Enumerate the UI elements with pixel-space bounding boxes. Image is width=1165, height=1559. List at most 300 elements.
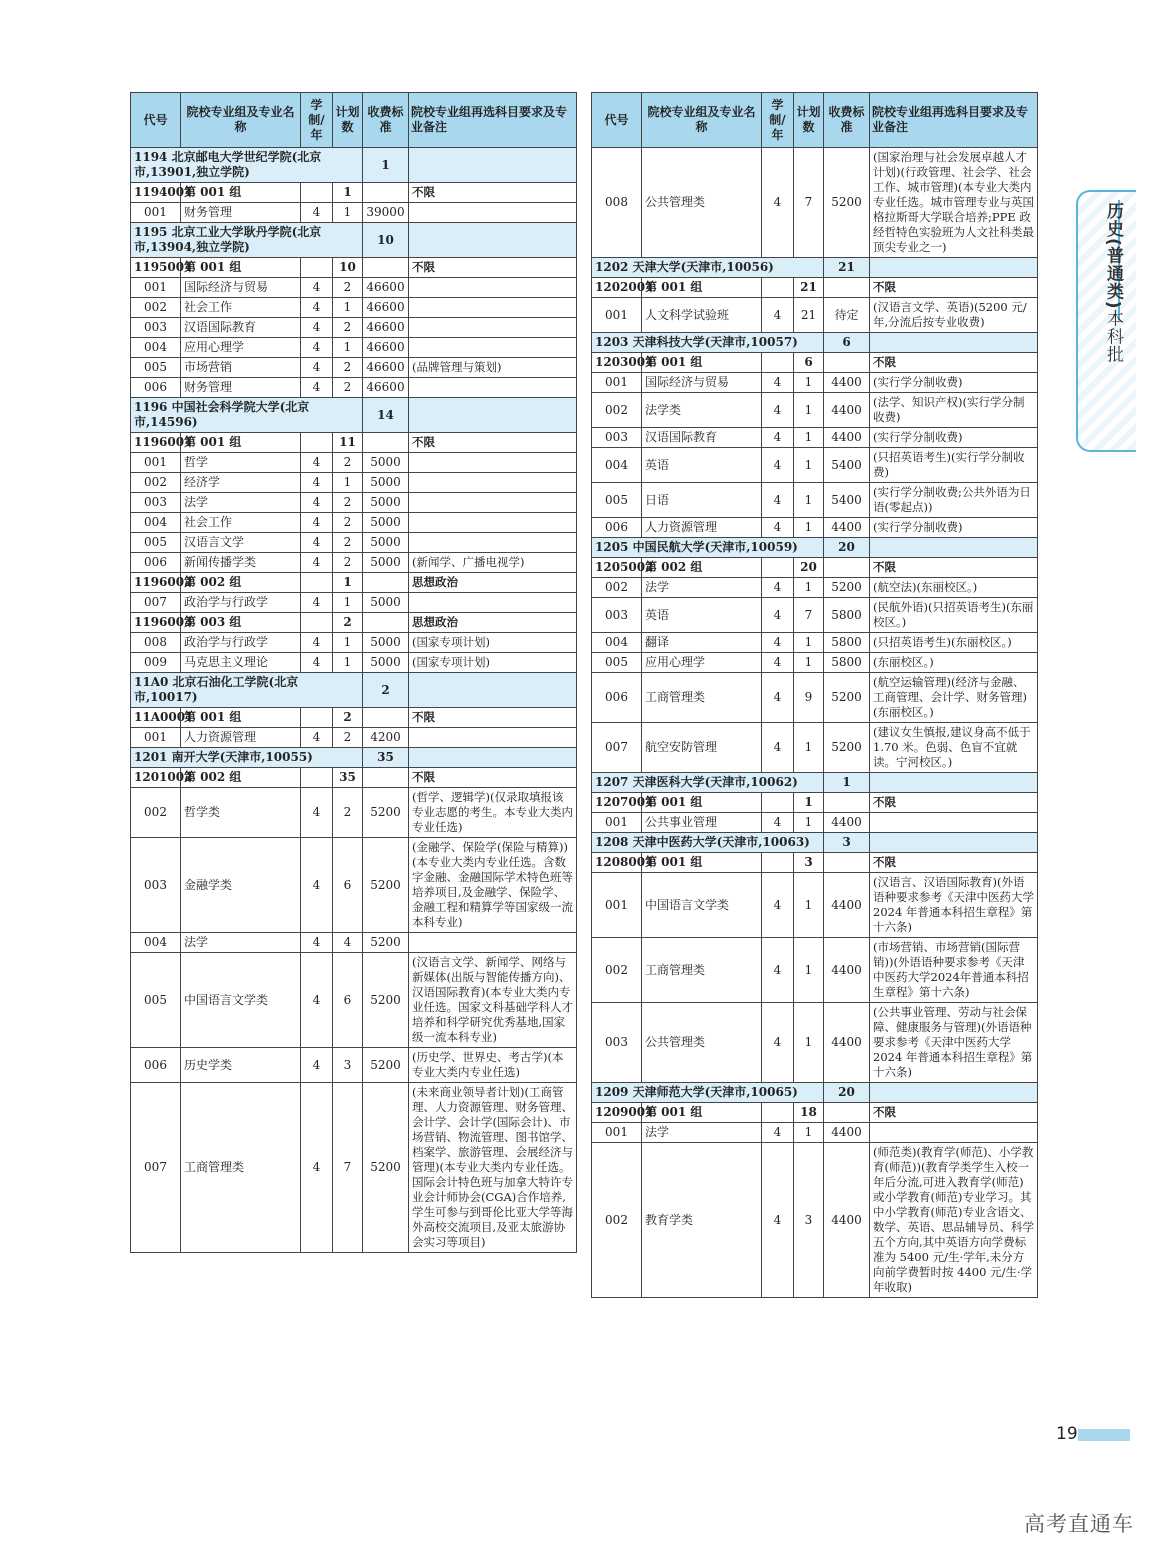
- major-name: 工商管理类: [181, 1083, 301, 1253]
- major-name: 法学: [642, 1123, 762, 1143]
- group-name: 第 001 组: [642, 793, 762, 813]
- major-fee: 4400: [824, 938, 870, 1003]
- header-remarks: 院校专业组再选科目要求及专业备注: [409, 93, 577, 148]
- header-major: 院校专业组及专业名称: [181, 93, 301, 148]
- major-remark: (汉语言文学、新闻学、网络与新媒体(出版与智能传播方向)、汉语国际教育)(本专业大类内专业任选。国家文科基础学科人才培养和科学研究优秀基地,国家级一流本科专业): [409, 953, 577, 1048]
- major-code: 001: [592, 813, 642, 833]
- major-code: 001: [592, 373, 642, 393]
- major-name: 公共管理类: [642, 148, 762, 258]
- major-years: 4: [301, 203, 333, 223]
- major-row: [131, 1083, 577, 1253]
- major-years: 4: [762, 938, 794, 1003]
- major-fee: 5000: [363, 593, 409, 613]
- school-name: 1208 天津中医药大学(天津市,10063): [592, 833, 824, 853]
- major-code: 005: [592, 653, 642, 673]
- school-name: 1203 天津科技大学(天津市,10057): [592, 333, 824, 353]
- major-row: [131, 493, 577, 513]
- major-years: 4: [301, 953, 333, 1048]
- group-plan-count: 1: [794, 793, 824, 813]
- major-plan-count: 1: [794, 428, 824, 448]
- group-plan-count: 20: [794, 558, 824, 578]
- major-row: [592, 393, 1038, 428]
- school-plan-count: 35: [363, 748, 409, 768]
- major-name: 汉语国际教育: [181, 318, 301, 338]
- major-fee: 5200: [824, 673, 870, 723]
- major-years: 4: [762, 633, 794, 653]
- major-fee: 5200: [363, 953, 409, 1048]
- major-name: 英语: [642, 598, 762, 633]
- major-remark: [409, 298, 577, 318]
- major-row: [131, 953, 577, 1048]
- group-fee: [363, 613, 409, 633]
- major-years: 4: [301, 493, 333, 513]
- major-years: 4: [762, 598, 794, 633]
- group-subject-requirement: 思想政治: [409, 573, 577, 593]
- school-remark-empty: [409, 148, 577, 183]
- group-name: 第 001 组: [181, 708, 301, 728]
- major-remark: (品牌管理与策划): [409, 358, 577, 378]
- group-name: 第 002 组: [642, 558, 762, 578]
- major-code: 003: [592, 1003, 642, 1083]
- group-fee: [363, 183, 409, 203]
- major-remark: [409, 493, 577, 513]
- major-years: 4: [762, 483, 794, 518]
- header-years: 学制/年: [762, 93, 794, 148]
- major-code: 005: [131, 953, 181, 1048]
- major-row: [592, 873, 1038, 938]
- major-plan-count: 4: [333, 933, 363, 953]
- school-row: [592, 1083, 1038, 1103]
- school-name: 1195 北京工业大学耿丹学院(北京市,13904,独立学院): [131, 223, 363, 258]
- major-years: 4: [762, 393, 794, 428]
- major-years: 4: [762, 1123, 794, 1143]
- group-code: 1201002: [131, 768, 181, 788]
- group-code: 1196003: [131, 613, 181, 633]
- major-row: [592, 1143, 1038, 1298]
- group-subject-requirement: 不限: [409, 258, 577, 278]
- major-code: 005: [592, 483, 642, 518]
- major-plan-count: 2: [333, 513, 363, 533]
- school-remark-empty: [409, 673, 577, 708]
- major-fee: 46600: [363, 318, 409, 338]
- header-years: 学制/年: [301, 93, 333, 148]
- major-row: [131, 453, 577, 473]
- major-fee: 5200: [824, 723, 870, 773]
- major-fee: 4400: [824, 813, 870, 833]
- major-code: 001: [592, 873, 642, 938]
- side-tab-batch: 本科批: [1103, 309, 1123, 364]
- major-remark: (新闻学、广播电视学): [409, 553, 577, 573]
- major-code: 009: [131, 653, 181, 673]
- major-name: 教育学类: [642, 1143, 762, 1298]
- major-years: 4: [301, 728, 333, 748]
- major-fee: 46600: [363, 298, 409, 318]
- group-fee: [824, 558, 870, 578]
- major-plan-count: 2: [333, 453, 363, 473]
- group-code: 1208001: [592, 853, 642, 873]
- group-name: 第 001 组: [181, 433, 301, 453]
- group-years: [301, 613, 333, 633]
- school-remark-empty: [870, 773, 1038, 793]
- major-plan-count: 1: [794, 633, 824, 653]
- major-fee: 待定: [824, 298, 870, 333]
- major-plan-count: 2: [333, 318, 363, 338]
- major-code: 003: [131, 318, 181, 338]
- major-plan-count: 2: [333, 533, 363, 553]
- major-years: 4: [301, 1083, 333, 1253]
- major-years: 4: [301, 358, 333, 378]
- major-row: [592, 673, 1038, 723]
- major-remark: (国家专项计划): [409, 653, 577, 673]
- header-fee: 收费标准: [824, 93, 870, 148]
- major-row: [131, 533, 577, 553]
- major-plan-count: 2: [333, 788, 363, 838]
- school-plan-count: 10: [363, 223, 409, 258]
- major-fee: 5400: [824, 448, 870, 483]
- page-number-bar: [1078, 1429, 1130, 1441]
- group-years: [301, 573, 333, 593]
- major-fee: 5000: [363, 473, 409, 493]
- school-plan-count: 20: [824, 1083, 870, 1103]
- major-fee: 5200: [363, 933, 409, 953]
- major-fee: 5000: [363, 533, 409, 553]
- major-years: 4: [762, 653, 794, 673]
- major-fee: 4400: [824, 518, 870, 538]
- group-row: [131, 573, 577, 593]
- major-fee: 4400: [824, 428, 870, 448]
- school-plan-count: 2: [363, 673, 409, 708]
- major-remark: (哲学、逻辑学)(仅录取填报该专业志愿的考生。本专业大类内专业任选): [409, 788, 577, 838]
- major-code: 004: [592, 448, 642, 483]
- major-code: 008: [131, 633, 181, 653]
- major-name: 法学: [181, 933, 301, 953]
- group-row: [592, 853, 1038, 873]
- major-row: [131, 1048, 577, 1083]
- group-fee: [363, 258, 409, 278]
- major-name: 中国语言文学类: [642, 873, 762, 938]
- group-subject-requirement: 不限: [409, 768, 577, 788]
- major-code: 003: [131, 493, 181, 513]
- major-plan-count: 1: [794, 1003, 824, 1083]
- group-name: 第 001 组: [181, 183, 301, 203]
- major-plan-count: 1: [333, 473, 363, 493]
- major-name: 人力资源管理: [181, 728, 301, 748]
- school-plan-count: 6: [824, 333, 870, 353]
- major-remark: (市场营销、市场营销(国际营销))(外语语种要求参考《天津中医药大学2024年普通本科招生章程》第十六条): [870, 938, 1038, 1003]
- group-years: [762, 1103, 794, 1123]
- major-plan-count: 1: [794, 813, 824, 833]
- major-row: [592, 483, 1038, 518]
- side-tab-text: [1090, 202, 1126, 364]
- major-plan-count: 2: [333, 358, 363, 378]
- group-fee: [363, 708, 409, 728]
- major-fee: 5200: [363, 1083, 409, 1253]
- major-plan-count: 1: [794, 393, 824, 428]
- major-plan-count: 2: [333, 728, 363, 748]
- major-remark: (金融学、保险学(保险与精算))(本专业大类内专业任选。含数字金融、金融国际学术特色班等培养项目,及金融学、保险学、金融工程和精算学等国家级一流本科专业): [409, 838, 577, 933]
- major-fee: 5200: [363, 788, 409, 838]
- major-name: 市场营销: [181, 358, 301, 378]
- major-years: 4: [301, 473, 333, 493]
- group-code: 1205002: [592, 558, 642, 578]
- major-plan-count: 3: [333, 1048, 363, 1083]
- major-row: [592, 1123, 1038, 1143]
- group-plan-count: 6: [794, 353, 824, 373]
- major-remark: (公共事业管理、劳动与社会保障、健康服务与管理)(外语语种要求参考《天津中医药大学 2024 年普通本科招生章程》第十六条): [870, 1003, 1038, 1083]
- major-remark: (实行学分制收费): [870, 428, 1038, 448]
- major-plan-count: 1: [794, 578, 824, 598]
- group-code: 1196001: [131, 433, 181, 453]
- major-years: 4: [301, 318, 333, 338]
- group-plan-count: 3: [794, 853, 824, 873]
- major-code: 005: [131, 533, 181, 553]
- major-row: [131, 633, 577, 653]
- major-fee: 4400: [824, 1003, 870, 1083]
- major-remark: (国家专项计划): [409, 633, 577, 653]
- major-remark: [409, 338, 577, 358]
- major-name: 社会工作: [181, 513, 301, 533]
- school-name: 11A0 北京石油化工学院(北京市,10017): [131, 673, 363, 708]
- major-fee: 46600: [363, 378, 409, 398]
- major-years: 4: [762, 1143, 794, 1298]
- major-remark: (民航外语)(只招英语考生)(东丽校区。): [870, 598, 1038, 633]
- major-fee: 5800: [824, 598, 870, 633]
- major-fee: 46600: [363, 358, 409, 378]
- major-name: 金融学类: [181, 838, 301, 933]
- group-fee: [824, 853, 870, 873]
- school-remark-empty: [870, 1083, 1038, 1103]
- school-name: 1209 天津师范大学(天津市,10065): [592, 1083, 824, 1103]
- school-remark-empty: [870, 833, 1038, 853]
- major-years: 4: [762, 578, 794, 598]
- major-years: 4: [762, 1003, 794, 1083]
- major-remark: [870, 813, 1038, 833]
- major-plan-count: 2: [333, 278, 363, 298]
- group-years: [762, 353, 794, 373]
- group-fee: [824, 353, 870, 373]
- major-row: [131, 318, 577, 338]
- group-plan-count: 2: [333, 708, 363, 728]
- school-name: 1202 天津大学(天津市,10056): [592, 258, 824, 278]
- major-remark: [409, 593, 577, 613]
- major-years: 4: [301, 838, 333, 933]
- school-row: [592, 258, 1038, 278]
- group-subject-requirement: 不限: [870, 1103, 1038, 1123]
- major-fee: 5200: [363, 1048, 409, 1083]
- major-name: 工商管理类: [642, 938, 762, 1003]
- major-name: 人力资源管理: [642, 518, 762, 538]
- major-code: 003: [592, 428, 642, 448]
- major-years: 4: [762, 448, 794, 483]
- major-code: 001: [131, 453, 181, 473]
- major-fee: 5800: [824, 633, 870, 653]
- major-fee: 5800: [824, 653, 870, 673]
- school-row: [131, 673, 577, 708]
- group-plan-count: 1: [333, 183, 363, 203]
- major-plan-count: 7: [794, 148, 824, 258]
- major-years: 4: [762, 723, 794, 773]
- major-code: 006: [131, 553, 181, 573]
- group-row: [592, 278, 1038, 298]
- major-fee: 4400: [824, 873, 870, 938]
- school-row: [131, 148, 577, 183]
- major-code: 002: [592, 1143, 642, 1298]
- major-code: 001: [131, 728, 181, 748]
- major-remark: [409, 203, 577, 223]
- group-plan-count: 35: [333, 768, 363, 788]
- major-years: 4: [301, 278, 333, 298]
- major-plan-count: 1: [333, 298, 363, 318]
- major-plan-count: 1: [794, 1123, 824, 1143]
- major-fee: 5000: [363, 453, 409, 473]
- group-years: [762, 793, 794, 813]
- school-remark-empty: [870, 258, 1038, 278]
- group-name: 第 001 组: [642, 353, 762, 373]
- major-name: 汉语国际教育: [642, 428, 762, 448]
- major-plan-count: 1: [333, 653, 363, 673]
- major-fee: 5000: [363, 633, 409, 653]
- major-name: 财务管理: [181, 378, 301, 398]
- major-fee: 5000: [363, 493, 409, 513]
- major-plan-count: 7: [794, 598, 824, 633]
- major-code: 001: [592, 298, 642, 333]
- major-plan-count: 9: [794, 673, 824, 723]
- group-code: 11A0001: [131, 708, 181, 728]
- watermark-text: 高考直通车: [1024, 1512, 1134, 1536]
- major-fee: 46600: [363, 338, 409, 358]
- major-remark: [409, 378, 577, 398]
- school-plan-count: 21: [824, 258, 870, 278]
- major-years: 4: [762, 298, 794, 333]
- group-name: 第 001 组: [642, 1103, 762, 1123]
- major-code: 001: [592, 1123, 642, 1143]
- group-years: [762, 853, 794, 873]
- header-plan: 计划数: [794, 93, 824, 148]
- major-code: 006: [592, 518, 642, 538]
- major-years: 4: [301, 338, 333, 358]
- major-name: 工商管理类: [642, 673, 762, 723]
- major-name: 公共管理类: [642, 1003, 762, 1083]
- major-fee: 4400: [824, 393, 870, 428]
- major-row: [592, 518, 1038, 538]
- major-plan-count: 1: [333, 593, 363, 613]
- major-code: 007: [592, 723, 642, 773]
- group-row: [592, 1103, 1038, 1123]
- category-side-tab: [1076, 190, 1136, 452]
- group-code: 1202001: [592, 278, 642, 298]
- major-remark: [409, 933, 577, 953]
- group-row: [592, 558, 1038, 578]
- school-name: 1205 中国民航大学(天津市,10059): [592, 538, 824, 558]
- major-remark: (只招英语考生)(东丽校区。): [870, 633, 1038, 653]
- school-remark-empty: [409, 223, 577, 258]
- school-row: [592, 538, 1038, 558]
- major-code: 001: [131, 203, 181, 223]
- school-plan-count: 3: [824, 833, 870, 853]
- school-plan-count: 20: [824, 538, 870, 558]
- major-fee: 5000: [363, 513, 409, 533]
- major-code: 007: [131, 1083, 181, 1253]
- group-fee: [363, 433, 409, 453]
- major-name: 人文科学试验班: [642, 298, 762, 333]
- major-row: [131, 593, 577, 613]
- major-fee: 46600: [363, 278, 409, 298]
- major-code: 001: [131, 278, 181, 298]
- major-code: 002: [592, 938, 642, 1003]
- group-subject-requirement: 思想政治: [409, 613, 577, 633]
- major-code: 004: [592, 633, 642, 653]
- group-row: [131, 613, 577, 633]
- major-years: 4: [301, 933, 333, 953]
- major-plan-count: 2: [333, 553, 363, 573]
- major-years: 4: [762, 518, 794, 538]
- major-row: [592, 298, 1038, 333]
- group-fee: [824, 278, 870, 298]
- major-remark: (实行学分制收费): [870, 373, 1038, 393]
- school-name: 1207 天津医科大学(天津市,10062): [592, 773, 824, 793]
- header-major: 院校专业组及专业名称: [642, 93, 762, 148]
- major-plan-count: 1: [794, 938, 824, 1003]
- group-years: [301, 708, 333, 728]
- major-years: 4: [301, 378, 333, 398]
- major-years: 4: [762, 813, 794, 833]
- major-remark: (汉语言、汉语国际教育)(外语语种要求参考《天津中医药大学 2024 年普通本科招生章程》第十六条): [870, 873, 1038, 938]
- major-name: 经济学: [181, 473, 301, 493]
- group-fee: [363, 768, 409, 788]
- major-plan-count: 1: [333, 338, 363, 358]
- major-name: 日语: [642, 483, 762, 518]
- major-code: 002: [592, 578, 642, 598]
- group-name: 第 001 组: [642, 278, 762, 298]
- major-remark: (实行学分制收费;公共外语为日语(零起点)): [870, 483, 1038, 518]
- school-remark-empty: [870, 333, 1038, 353]
- major-fee: 4400: [824, 373, 870, 393]
- major-code: 006: [592, 673, 642, 723]
- group-years: [301, 433, 333, 453]
- major-name: 哲学: [181, 453, 301, 473]
- major-name: 公共事业管理: [642, 813, 762, 833]
- table-header-row: [131, 93, 577, 148]
- major-years: 4: [301, 788, 333, 838]
- major-row: [592, 938, 1038, 1003]
- major-code: 006: [131, 378, 181, 398]
- group-code: 1196002: [131, 573, 181, 593]
- major-plan-count: 1: [794, 483, 824, 518]
- group-plan-count: 10: [333, 258, 363, 278]
- major-row: [131, 278, 577, 298]
- major-row: [592, 813, 1038, 833]
- major-years: 4: [301, 1048, 333, 1083]
- major-remark: [409, 278, 577, 298]
- major-row: [592, 1003, 1038, 1083]
- group-row: [131, 768, 577, 788]
- table-header-row: [592, 93, 1038, 148]
- major-code: 008: [592, 148, 642, 258]
- major-fee: 5400: [824, 483, 870, 518]
- group-code: 1207001: [592, 793, 642, 813]
- school-row: [592, 333, 1038, 353]
- major-remark: [409, 728, 577, 748]
- school-plan-count: 1: [363, 148, 409, 183]
- major-row: [131, 553, 577, 573]
- major-fee: 4400: [824, 1143, 870, 1298]
- major-plan-count: 6: [333, 953, 363, 1048]
- major-row: [592, 723, 1038, 773]
- major-row: [592, 373, 1038, 393]
- major-years: 4: [301, 533, 333, 553]
- major-years: 4: [762, 373, 794, 393]
- major-code: 002: [131, 298, 181, 318]
